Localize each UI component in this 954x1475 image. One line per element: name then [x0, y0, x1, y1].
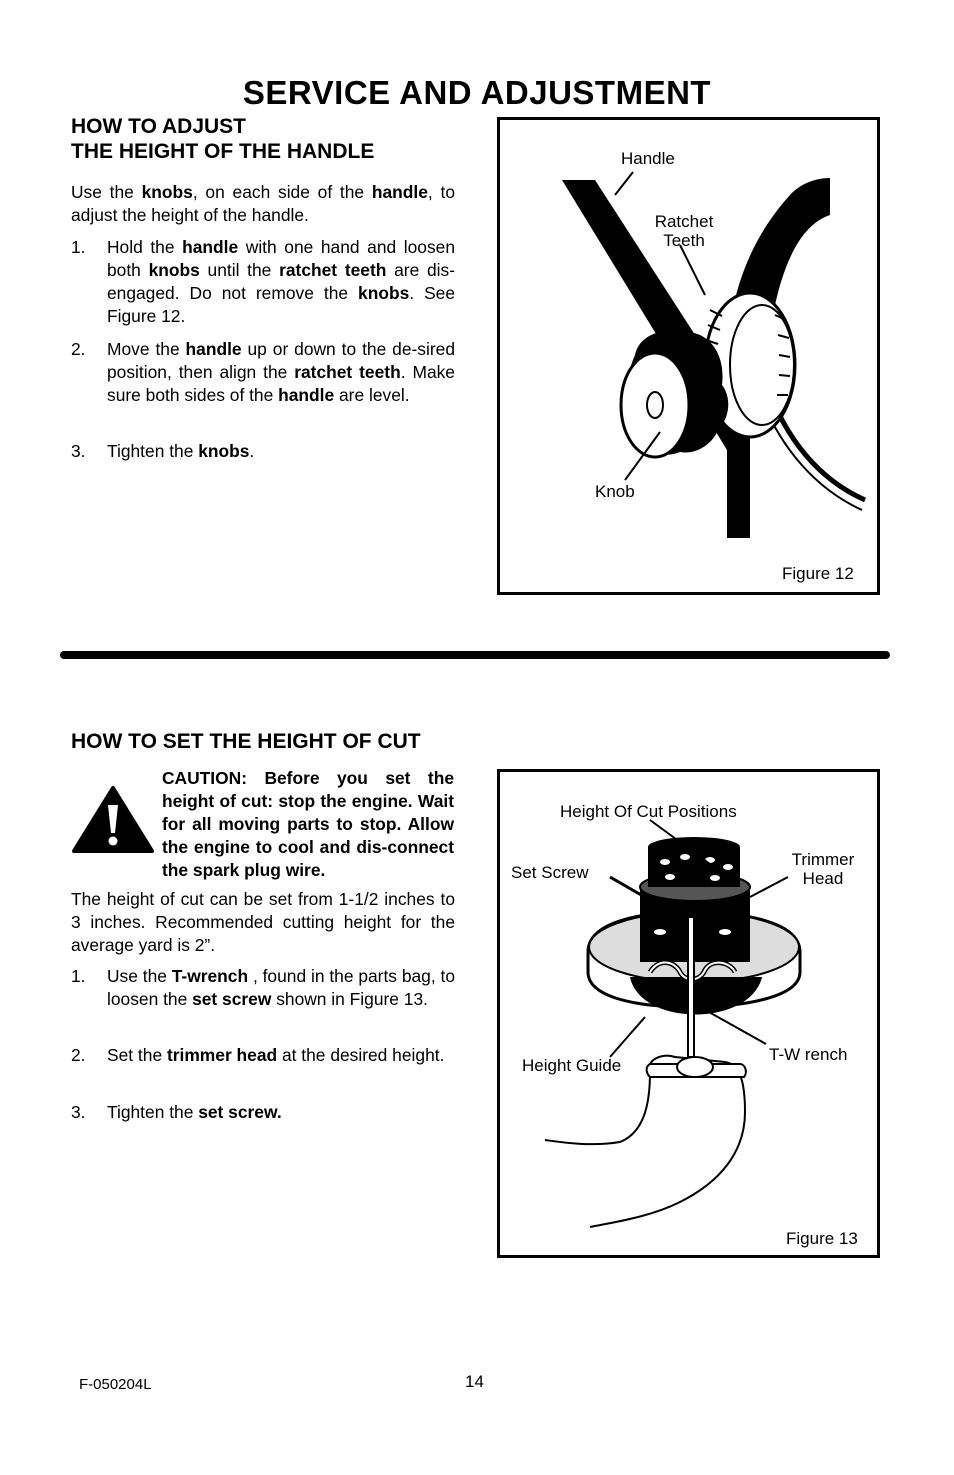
heading-line: HOW TO ADJUST	[71, 115, 247, 138]
bold-term: T-wrench	[171, 966, 249, 986]
intro-paragraph: The height of cut can be set from 1-1/2 inches to 3 inches. Recommended cutting height for the average yard is 2”.	[71, 889, 455, 955]
warning-icon	[71, 785, 155, 855]
bold-term: knobs	[198, 441, 250, 461]
document-code: F-050204L	[79, 1376, 152, 1393]
handle-knob-illustration	[500, 120, 877, 592]
list-item	[71, 1101, 455, 1124]
text-run: . Make sure both sides of the	[107, 362, 455, 405]
callout-line: Trimmer	[791, 850, 855, 869]
text-run: Tighten the	[107, 1102, 199, 1122]
list-number: 1.	[71, 966, 86, 986]
text-run: , found in the parts bag, to loosen the	[107, 966, 456, 1009]
bold-term: knobs	[358, 283, 410, 303]
list-number: 2.	[71, 1045, 86, 1065]
list-item	[71, 965, 455, 1011]
caution-notice: CAUTION: Before you set the height of cut: stop the engine. Wait for all moving parts to stop. Allow the engine to cool and dis-connect the spark plug wire.	[162, 768, 454, 880]
heading-line: THE HEIGHT OF THE HANDLE	[71, 140, 375, 163]
text-run: , on each side of the	[192, 182, 372, 202]
bold-term: handle	[185, 339, 242, 359]
list-text	[107, 236, 455, 328]
callout-line: Ratchet	[654, 212, 714, 231]
bold-term: ratchet teeth	[279, 260, 387, 280]
bold-term: ratchet teeth	[294, 362, 401, 382]
list-text	[107, 1101, 455, 1124]
trimmer-head-illustration	[500, 772, 877, 1255]
section-heading-handle	[71, 114, 374, 164]
figure-13	[497, 769, 880, 1258]
section-heading-height-of-cut: HOW TO SET THE HEIGHT OF CUT	[71, 730, 421, 753]
callout-trimmer-head	[783, 850, 863, 888]
list-number: 2.	[71, 339, 86, 359]
text-run: up or down to the de-sired position, then align the	[107, 339, 455, 382]
list-text	[107, 1044, 455, 1067]
bold-term: handle	[182, 237, 239, 257]
list-item	[71, 236, 455, 328]
bold-term: handle	[278, 385, 335, 405]
text-run: at the desired height.	[277, 1045, 445, 1065]
figure-caption: Figure 12	[782, 564, 854, 583]
list-text	[107, 440, 455, 463]
figure-12	[497, 117, 880, 595]
text-run: .	[249, 441, 255, 461]
list-item	[71, 440, 455, 463]
list-item	[71, 338, 455, 407]
text-run: Move the	[107, 339, 186, 359]
list-number: 3.	[71, 441, 86, 461]
list-text	[107, 338, 455, 407]
page-title: SERVICE AND ADJUSTMENT	[242, 74, 712, 111]
page-number: 14	[465, 1372, 484, 1391]
bold-term: set screw.	[198, 1102, 282, 1122]
callout-knob: Knob	[595, 482, 635, 501]
text-run: until the	[199, 260, 280, 280]
callout-line: Teeth	[663, 231, 705, 250]
bold-term: trimmer head	[166, 1045, 278, 1065]
callout-set-screw: Set Screw	[511, 863, 589, 882]
bold-term: handle	[371, 182, 428, 202]
bold-term: set screw	[192, 989, 272, 1009]
list-number: 1.	[71, 237, 86, 257]
text-run: Tighten the	[107, 441, 199, 461]
list-text	[107, 965, 455, 1011]
callout-ratchet-teeth	[649, 212, 719, 250]
bold-term: knobs	[141, 182, 193, 202]
figure-caption: Figure 13	[786, 1229, 858, 1248]
callout-height-guide: Height Guide	[522, 1056, 622, 1075]
section-divider	[60, 651, 890, 659]
callout-t-wrench: T-W rench	[769, 1045, 848, 1064]
text-run: with one hand and loosen both	[107, 237, 455, 280]
text-run: Use the	[71, 182, 142, 202]
text-run: shown in Figure 13.	[271, 989, 428, 1009]
text-run: . See Figure 12.	[107, 283, 456, 326]
callout-handle: Handle	[621, 149, 675, 168]
text-run: , to adjust the height of the handle.	[71, 182, 455, 225]
bold-term: knobs	[148, 260, 200, 280]
intro-paragraph	[71, 181, 455, 227]
text-run: are level.	[334, 385, 410, 405]
text-run: are dis-engaged. Do not remove the	[107, 260, 455, 303]
text-run: Use the	[107, 966, 172, 986]
callout-height-of-cut-positions: Height Of Cut Positions	[560, 802, 737, 821]
list-number: 3.	[71, 1102, 86, 1122]
text-run: Hold the	[107, 237, 183, 257]
callout-line: Head	[802, 869, 844, 888]
list-item	[71, 1044, 455, 1067]
text-run: Set the	[107, 1045, 167, 1065]
